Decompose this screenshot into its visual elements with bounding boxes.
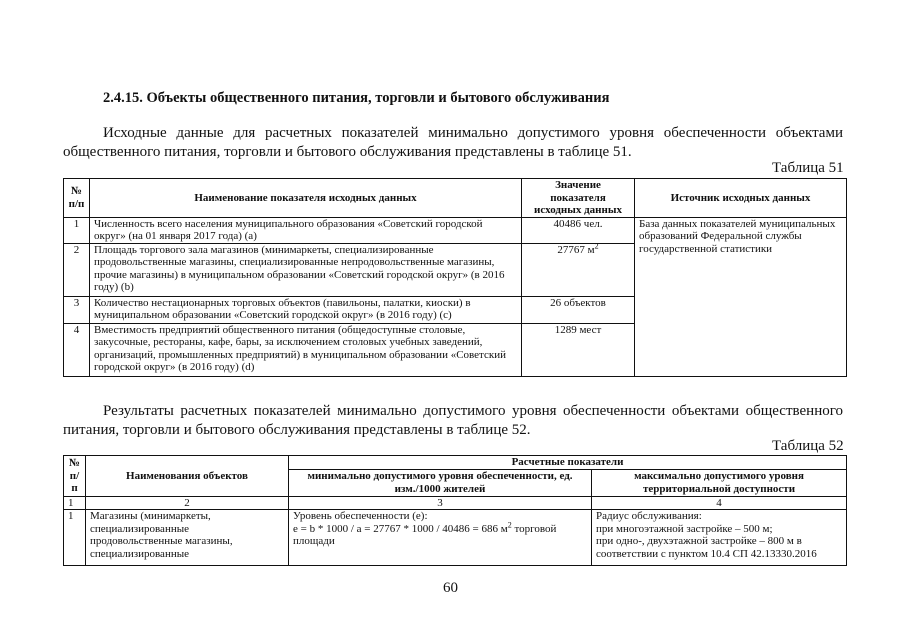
header-max: максимально допустимого уровня территориальной доступности bbox=[592, 469, 847, 496]
table-51 bbox=[63, 178, 847, 377]
colnum-2: 2 bbox=[86, 496, 289, 510]
table-row bbox=[64, 510, 847, 566]
header-source: Источник исходных данных bbox=[635, 179, 847, 218]
row-access bbox=[592, 510, 847, 566]
table51-header-row bbox=[64, 179, 847, 218]
page-number: 60 bbox=[443, 580, 458, 596]
row-value: 1289 мест bbox=[522, 323, 635, 376]
row-no: 3 bbox=[64, 296, 90, 323]
row-name: Количество нестационарных торговых объектов (павильоны, палатки, киоски) в муниципальном образовании «Советский городской округ» (в 2016 году) (c) bbox=[90, 296, 522, 323]
colnum-3: 3 bbox=[289, 496, 592, 510]
header-value: Значение показателя исходных данных bbox=[522, 179, 635, 218]
source-cell: База данных показателей муниципальных образований Федеральной службы государственной статистики bbox=[635, 217, 847, 376]
header-name: Наименование показателя исходных данных bbox=[90, 179, 522, 218]
colnum-1: 1 bbox=[64, 496, 86, 510]
table52-colnum-row bbox=[64, 496, 847, 510]
calc-line-1: Уровень обеспеченности (е): bbox=[293, 510, 428, 522]
table-52 bbox=[63, 455, 847, 566]
calc-line-2: е = b * 1000 / а = 27767 * 1000 / 40486 = 686 м bbox=[293, 522, 508, 535]
table51-label: Таблица 51 bbox=[772, 160, 844, 176]
row-no: 1 bbox=[64, 510, 86, 566]
intro-paragraph bbox=[63, 124, 843, 162]
table52-header-row bbox=[64, 456, 847, 470]
results-text: Результаты расчетных показателей минимально допустимого уровня обеспеченности объектами общественного питания, торговли и бытового обслуживания представлены в таблице 52. bbox=[63, 403, 843, 438]
calc-line-3: торговой площади bbox=[293, 522, 557, 547]
table52-label: Таблица 52 bbox=[772, 438, 844, 454]
header-no: № п/п bbox=[64, 179, 90, 218]
row-value-text: 27767 м bbox=[557, 243, 595, 256]
colnum-4: 4 bbox=[592, 496, 847, 510]
row-value: 40486 чел. bbox=[522, 217, 635, 243]
header-min: минимально допустимого уровня обеспеченности, ед. изм./1000 жителей bbox=[289, 469, 592, 496]
row-calc bbox=[289, 510, 592, 566]
section-heading: 2.4.15. Объекты общественного питания, торговли и бытового обслуживания bbox=[103, 90, 610, 106]
intro-text: Исходные данные для расчетных показателей минимально допустимого уровня обеспеченности объектами общественного питания, торговли и бытового обслуживания представлены в таблице 51. bbox=[63, 125, 843, 160]
access-line-3: при одно-, двухэтажной застройке – 800 м в соответствии с пунктом 10.4 СП 42.13330.2016 bbox=[596, 535, 817, 560]
row-name: Численность всего населения муниципального образования «Советский городской округ» (на 01 января 2017 года) (а) bbox=[90, 217, 522, 243]
access-line-1: Радиус обслуживания: bbox=[596, 510, 702, 522]
row-no: 4 bbox=[64, 323, 90, 376]
row-value-sup: 2 bbox=[594, 240, 599, 250]
access-line-2: при многоэтажной застройке – 500 м; bbox=[596, 522, 773, 535]
row-no: 1 bbox=[64, 217, 90, 243]
row-value: 26 объектов bbox=[522, 296, 635, 323]
row-name: Вместимость предприятий общественного питания (общедоступные столовые, закусочные, рестораны, кафе, бары, за исключением столовых учебных заведений, организаций, промышленных предприятий) в муниципальном образовании «Советский городской округ» (в 2016 году) (d) bbox=[90, 323, 522, 376]
row-name: Магазины (минимаркеты, специализированные продовольственные магазины, специализированные bbox=[86, 510, 289, 566]
header-group: Расчетные показатели bbox=[289, 456, 847, 470]
header-no: № п/п bbox=[64, 456, 86, 497]
table-row bbox=[64, 217, 847, 243]
header-name: Наименования объектов bbox=[86, 456, 289, 497]
row-no: 2 bbox=[64, 243, 90, 296]
calc-sup: 2 bbox=[507, 519, 512, 529]
row-value bbox=[522, 240, 635, 296]
row-name: Площадь торгового зала магазинов (минимаркеты, специализированные продовольственные магазины, специализированные непродовольственные магазины, прочие магазины) в муниципальном образовании «Советский городской округ» (в 2016 году) (b) bbox=[90, 243, 522, 296]
results-paragraph bbox=[63, 402, 843, 440]
